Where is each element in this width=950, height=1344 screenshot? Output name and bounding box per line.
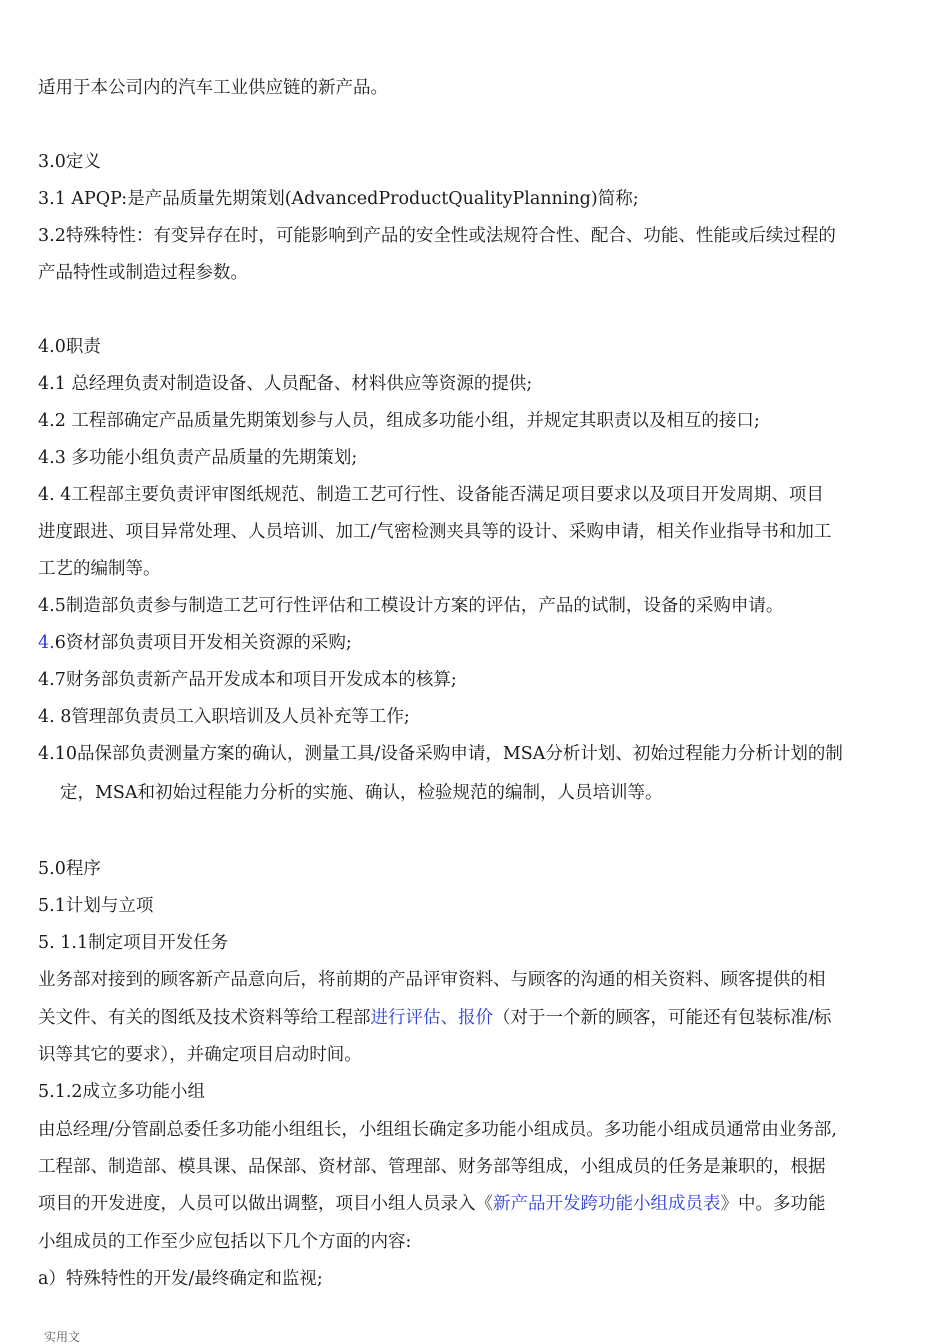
duty-4-4-cont1: 进度跟进、项目异常处理、人员培训、加工/气密检测夹具等的设计、采购申请，相关作业指导书和加工 <box>38 522 832 542</box>
para-5-1-1-line2-tail: （对于一个新的顾客，可能还有包装标准/标 <box>493 1008 832 1028</box>
duty-4-5: 4.5制造部负责参与制造工艺可行性评估和工模设计方案的评估，产品的试制，设备的采购申请。 <box>38 596 784 616</box>
list-item-a: a）特殊特性的开发/最终确定和监视; <box>38 1269 323 1289</box>
duty-4-8: 4. 8管理部负责员工入职培训及人员补充等工作; <box>38 707 410 727</box>
para-5-1-1-line2 <box>38 1006 922 1030</box>
section-5-heading: 5.0程序 <box>38 859 101 879</box>
evaluate-quote-link[interactable]: 进行评估、报价 <box>370 1008 493 1028</box>
para-5-1-2-line2: 工程部、制造部、模具课、品保部、资材部、管理部、财务部等组成，小组成员的任务是兼职的，根据 <box>38 1157 826 1177</box>
section-5-1-1-heading: 5. 1.1制定项目开发任务 <box>38 933 229 953</box>
section-4-heading: 4.0职责 <box>38 337 101 357</box>
section-5-1-2-heading: 5.1.2成立多功能小组 <box>38 1082 206 1102</box>
para-5-1-1-line2-text: 关文件、有关的图纸及技术资料等给工程部 <box>38 1008 371 1028</box>
duty-4-4-cont2: 工艺的编制等。 <box>38 559 161 579</box>
scope-text: 适用于本公司内的汽车工业供应链的新产品。 <box>38 78 388 98</box>
duty-4-10-cont: 定，MSA和初始过程能力分析的实施、确认，检验规范的编制，人员培训等。 <box>60 783 663 803</box>
duty-4-2: 4.2 工程部确定产品质量先期策划参与人员，组成多功能小组，并规定其职责以及相互的接口; <box>38 411 760 431</box>
definition-3-2: 3.2特殊特性：有变异存在时，可能影响到产品的安全性或法规符合性、配合、功能、性能或后续过程的 <box>38 226 836 246</box>
definition-3-2-cont: 产品特性或制造过程参数。 <box>38 263 248 283</box>
duty-4-3: 4.3 多功能小组负责产品质量的先期策划; <box>38 448 358 468</box>
para-5-1-2-line3-tail: 》中。多功能 <box>720 1194 826 1214</box>
para-5-1-1-line1: 业务部对接到的顾客新产品意向后，将前期的产品评审资料、与顾客的沟通的相关资料、顾客提供的相 <box>38 970 826 990</box>
para-5-1-2-line4: 小组成员的工作至少应包括以下几个方面的内容: <box>38 1232 412 1252</box>
duty-4-6 <box>38 631 922 655</box>
page-footer: 实用文 <box>44 1330 81 1344</box>
para-5-1-1-line3: 识等其它的要求），并确定项目启动时间。 <box>38 1045 362 1065</box>
duty-4-10: 4.10品保部负责测量方案的确认，测量工具/设备采购申请，MSA分析计划、初始过程能力分析计划的制 <box>38 744 843 764</box>
section-3-heading: 3.0定义 <box>38 152 101 172</box>
duty-4-4: 4. 4工程部主要负责评审图纸规范、制造工艺可行性、设备能否满足项目要求以及项目开发周期、项目 <box>38 485 824 505</box>
definition-3-1: 3.1 APQP:是产品质量先期策划(AdvancedProductQualityPlanning)简称; <box>38 189 639 209</box>
duty-4-6-text: 6资材部负责项目开发相关资源的采购; <box>54 633 352 653</box>
duty-4-6-number: 4. <box>38 633 55 653</box>
para-5-1-2-line3 <box>38 1192 922 1216</box>
para-5-1-2-line3-text: 项目的开发进度，人员可以做出调整，项目小组人员录入《 <box>38 1194 493 1214</box>
para-5-1-2-line1: 由总经理/分管副总委任多功能小组组长，小组组长确定多功能小组成员。多功能小组成员通常由业务部, <box>38 1120 837 1140</box>
section-5-1-heading: 5.1计划与立项 <box>38 896 154 916</box>
duty-4-7: 4.7财务部负责新产品开发成本和项目开发成本的核算; <box>38 670 457 690</box>
duty-4-1: 4.1 总经理负责对制造设备、人员配备、材料供应等资源的提供; <box>38 374 533 394</box>
member-table-link[interactable]: 新产品开发跨功能小组成员表 <box>493 1194 721 1214</box>
